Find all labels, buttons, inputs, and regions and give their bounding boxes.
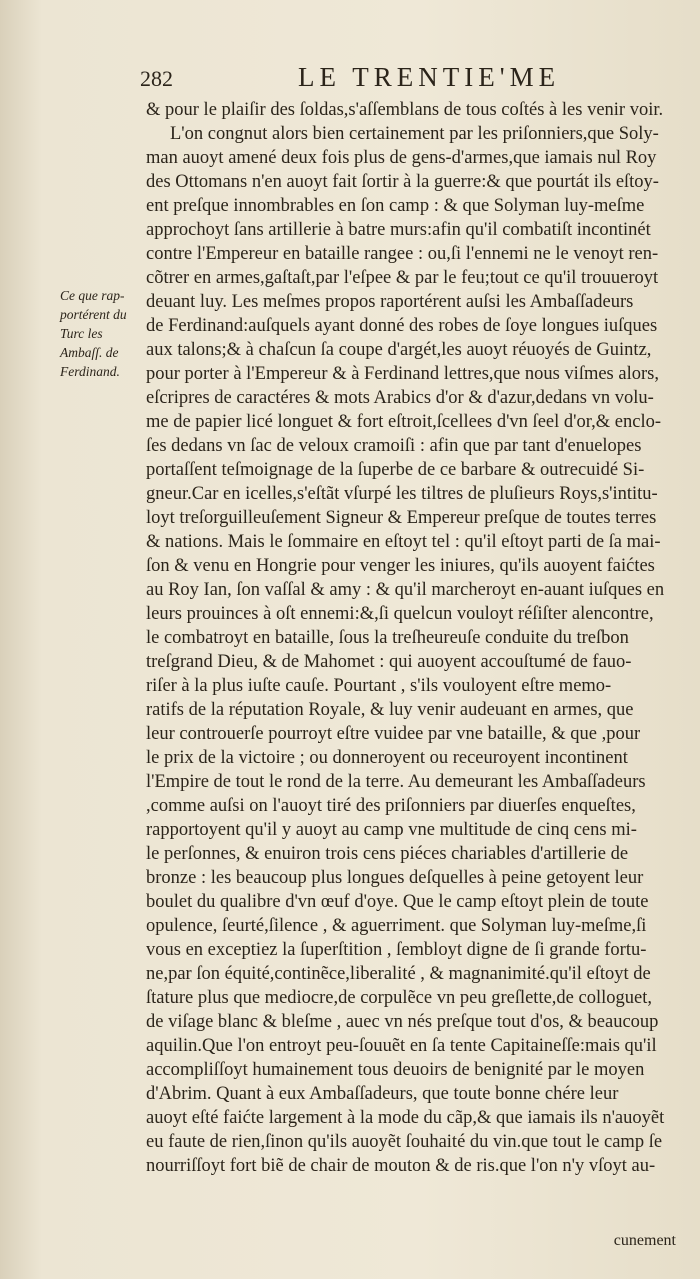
text-line: nourriſſoyt fort biẽ de chair de mouton & de ris.que l'on n'y vſoyt au-	[146, 1156, 656, 1176]
text-line: bronze : les beaucoup plus longues deſquelles à peine getoyent leur	[146, 868, 644, 888]
text-line: l'Empire de tout le rond de la terre. Au demeurant les Ambaſſadeurs	[146, 772, 646, 792]
text-line: eu faute de rien,ſinon qu'ils auoyẽt ſouhaité du vin.que tout le camp ſe	[146, 1132, 663, 1152]
text-line: portaſſent teſmoignage de la ſuperbe de ce barbare & outrecuidé Si-	[146, 460, 645, 480]
text-line: d'Abrim. Quant à eux Ambaſſadeurs, que toute bonne chére leur	[146, 1084, 619, 1104]
margin-note-line: Turc les	[60, 326, 103, 341]
page-header	[0, 58, 700, 98]
text-line: leurs prouinces à oſt ennemi:&,ſi quelcun vouloyt réſiſter alencontre,	[146, 604, 654, 624]
text-line: & pour le plaiſir des ſoldas,s'aſſemblans de tous coſtés à les venir voir.	[146, 100, 664, 120]
text-line: accompliſſoyt humainement tous deuoirs de benignité par le moyen	[146, 1060, 645, 1080]
running-head: LE TRENTIE'ME	[298, 62, 561, 92]
body-text	[146, 98, 686, 1178]
text-line: aquilin.Que l'on entroyt peu-ſouuẽt en ſa tente Capitaineſſe:mais qu'il	[146, 1036, 657, 1056]
text-line: me de papier licé longuet & fort eſtroit,ſcellees d'vn ſeel d'or,& enclo-	[146, 412, 662, 432]
text-line: ratifs de la réputation Royale, & luy venir audeuant en armes, que	[146, 700, 634, 720]
text-line: ſon & venu en Hongrie pour venger les iniures, qu'ils auoyent faićtes	[146, 556, 655, 576]
text-line: de viſage blanc & bleſme , auec vn nés preſque tout d'os, & beaucoup	[146, 1012, 659, 1032]
text-line: riſer à la plus iuſte cauſe. Pourtant , s'ils vouloyent eſtre memo-	[146, 676, 612, 696]
text-line: le perſonnes, & enuiron trois cens piéces chariables d'artillerie de	[146, 844, 629, 864]
text-line: aux talons;& à chaſcun ſa coupe d'argét,les auoyt réuoyés de Guintz,	[146, 340, 652, 360]
text-line: eſcripres de caractéres & mots Arabics d'or & d'azur,dedans vn volu-	[146, 388, 654, 408]
text-line: ſtature plus que mediocre,de corpulẽce vn peu greſlette,de colloguet,	[146, 988, 652, 1008]
text-line: au Roy Ian, ſon vaſſal & amy : & qu'il marcheroyt en-auant iuſques en	[146, 580, 665, 600]
page-number: 282	[140, 66, 173, 91]
margin-note-line: Ce que rap-	[60, 288, 125, 303]
margin-note	[60, 286, 142, 381]
text-line: le prix de la victoire ; ou donneroyent ou receuroyent incontinent	[146, 748, 628, 768]
text-line: ne,par ſon équité,continẽce,liberalité , & magnanimité.qu'il eſtoyt de	[146, 964, 651, 984]
margin-note-line: portérent du	[60, 307, 127, 322]
catchword: cunement	[613, 1232, 676, 1249]
text-line: rapportoyent qu'il y auoyt au camp vne multitude de cinq cens mi-	[146, 820, 637, 840]
text-line: & nations. Mais le ſommaire en eſtoyt tel : qu'il eſtoyt parti de ſa mai-	[146, 532, 661, 552]
text-line: ent preſque innombrables en ſon camp : & que Solyman luy-meſme	[146, 196, 645, 216]
text-line: opulence, ſeurté,ſilence , & aguerriment. que Solyman luy-meſme,ſi	[146, 916, 647, 936]
text-line: de Ferdinand:auſquels ayant donné des robes de ſoye longues iuſques	[146, 316, 658, 336]
text-line: loyt treſorguilleuſement Signeur & Empereur preſque de toutes terres	[146, 508, 657, 528]
text-line: boulet du qualibre d'vn œuf d'oye. Que le camp eſtoyt plein de toute	[146, 892, 649, 912]
text-line: deuant luy. Les meſmes propos raportérent auſsi les Ambaſſadeurs	[146, 292, 634, 312]
text-line: treſgrand Dieu, & de Mahomet : qui auoyent accouſtumé de fauo-	[146, 652, 632, 672]
text-line: gneur.Car en icelles,s'eſtãt vſurpé les tiltres de pluſieurs Roys,s'intitu-	[146, 484, 658, 504]
text-line: ,comme auſsi on l'auoyt tiré des priſonniers par diuerſes enqueſtes,	[146, 796, 636, 816]
text-line: pour porter à l'Empereur & à Ferdinand lettres,que nous viſmes alors,	[146, 364, 659, 384]
text-line: approchoyt ſans artillerie à batre murs:afin qu'il combatiſt incontinét	[146, 220, 651, 240]
text-line: vous en exceptiez la ſuperſtition , ſembloyt digne de ſi grande fortu-	[146, 940, 647, 960]
text-line: des Ottomans n'en auoyt fait ſortir à la guerre:& que pourtát ils eſtoy-	[146, 172, 659, 192]
text-line: auoyt eſté faićte largement à la mode du cãp,& que iamais ils n'auoyẽt	[146, 1108, 665, 1128]
text-line: L'on congnut alors bien certainement par les priſonniers,que Soly-	[170, 124, 659, 144]
text-line: le combatroyt en bataille, ſous la treſheureuſe conduite du treſbon	[146, 628, 629, 648]
text-line: leur controuerſe pourroyt eſtre vuidee par vne bataille, & que ,pour	[146, 724, 641, 744]
margin-note-line: Ambaſſ. de	[60, 345, 119, 360]
text-line: man auoyt amené deux fois plus de gens-d'armes,que iamais nul Roy	[146, 148, 657, 168]
text-line: cõtrer en armes,gaſtaſt,par l'eſpee & par le feu;tout ce qu'il trouueroyt	[146, 268, 659, 288]
margin-note-line: Ferdinand.	[60, 364, 120, 379]
text-line: ſes dedans vn ſac de veloux cramoiſi : afin que par tant d'enuelopes	[146, 436, 642, 456]
text-line: contre l'Empereur en bataille rangee : ou,ſi l'ennemi ne le venoyt ren-	[146, 244, 659, 264]
